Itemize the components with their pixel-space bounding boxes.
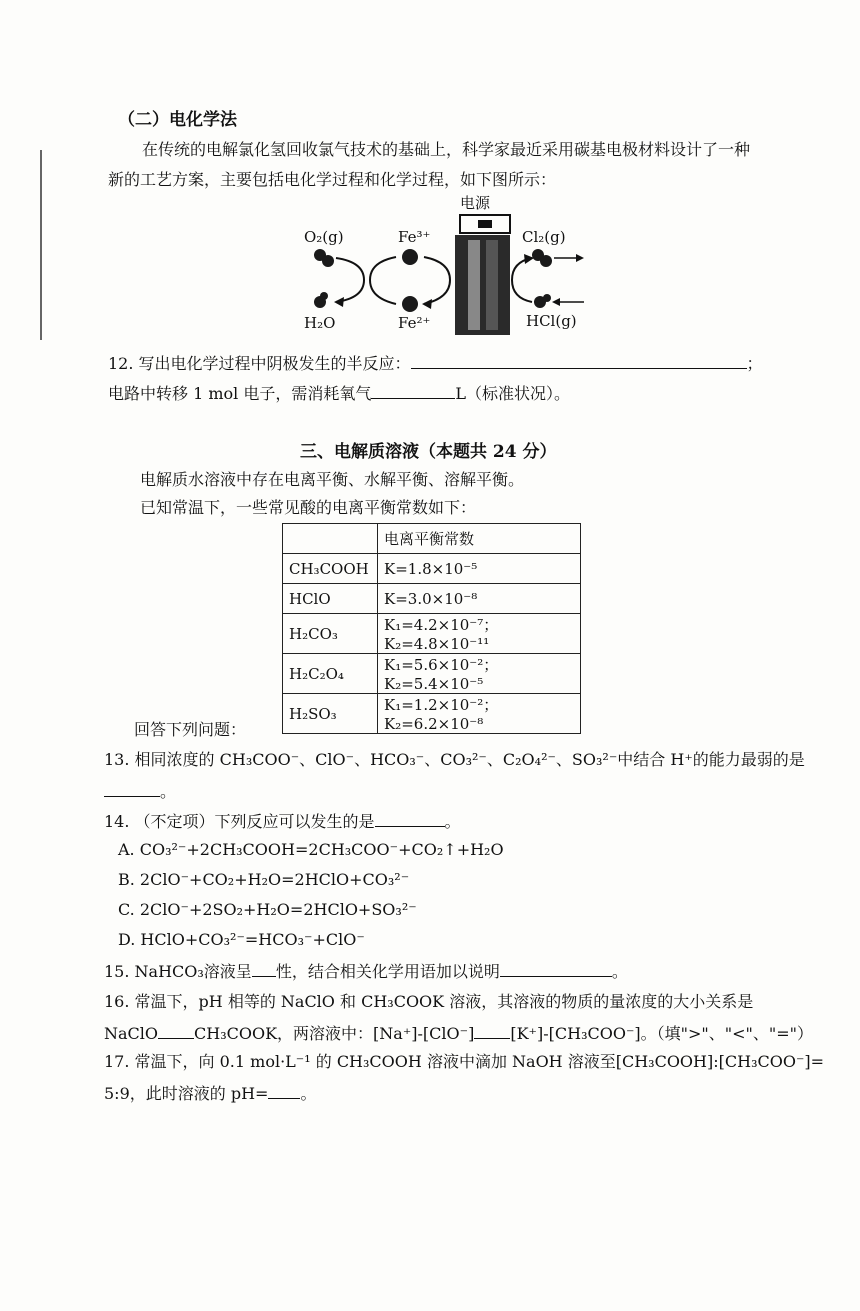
power-source-label: 电源 (460, 194, 491, 212)
q12-answer-blank-2[interactable] (371, 380, 455, 399)
q17-answer-blank[interactable] (268, 1080, 300, 1099)
question-15: 15. NaHCO₃溶液呈 性，结合相关化学用语加以说明 。 (104, 958, 628, 984)
q14-option-a: A. CO₃²⁻+2CH₃COOH=2CH₃COO⁻+CO₂↑+H₂O (118, 840, 504, 859)
intro-line-1: 在传统的电解氯化氢回收氯气技术的基础上，科学家最近采用碳基电极材料设计了一种 (142, 140, 751, 159)
fe3-label: Fe³⁺ (398, 228, 431, 246)
fe3-ion-icon (402, 249, 418, 265)
hcl-label: HCl(g) (526, 312, 577, 330)
table-row: H₂CO₃ K₁=4.2×10⁻⁷；K₂=4.8×10⁻¹¹ (283, 614, 581, 654)
question-16-line-1: 16. 常温下，pH 相等的 NaClO 和 CH₃COOK 溶液，其溶液的物质的量浓度的大小关系是 (104, 992, 754, 1011)
q16-answer-blank-1[interactable] (158, 1020, 194, 1039)
fe2-to-fe3-arrow (370, 257, 396, 304)
margin-rule (40, 150, 42, 340)
hcl-to-cl2-arrow (512, 258, 532, 302)
h2o-label: H₂O (304, 314, 336, 332)
power-source-battery (478, 220, 492, 228)
q14-option-c: C. 2ClO⁻+2SO₂+H₂O=2HClO+SO₃²⁻ (118, 900, 417, 919)
q14-answer-blank[interactable] (375, 808, 445, 827)
answer-prompt: 回答下列问题： (134, 720, 247, 739)
q14-option-b: B. 2ClO⁻+CO₂+H₂O=2HClO+CO₃²⁻ (118, 870, 410, 889)
section-title-electrochemistry: （二）电化学法 (118, 110, 237, 130)
question-13-line-1: 13. 相同浓度的 CH₃COO⁻、ClO⁻、HCO₃⁻、CO₃²⁻、C₂O₄²⁻、SO₃²⁻中结合 H⁺的能力最弱的是 (104, 750, 805, 769)
intro-line-2: 新的工艺方案，主要包括电化学过程和化学过程，如下图所示： (108, 170, 557, 189)
fe2-label: Fe²⁺ (398, 314, 431, 332)
section-title-electrolyte: 三、电解质溶液（本题共 24 分） (300, 442, 557, 462)
cl2-label: Cl₂(g) (522, 228, 566, 246)
o2-to-h2o-arrow (336, 258, 364, 302)
table-row: H₂SO₃ K₁=1.2×10⁻²；K₂=6.2×10⁻⁸ (283, 694, 581, 734)
electrolyzer-cell (455, 235, 510, 335)
question-14-stem: 14. （不定项）下列反应可以发生的是 。 (104, 808, 461, 834)
electrode-right (486, 240, 498, 330)
q12-answer-blank-1[interactable] (411, 350, 747, 369)
ionization-constant-table (282, 523, 581, 734)
electrochemical-process-diagram (300, 190, 590, 340)
question-12-line-1: 12. 写出电化学过程中阴极发生的半反应： ； (108, 350, 763, 376)
fe3-to-fe2-arrow (424, 257, 450, 304)
table-header-row: 电离平衡常数 (283, 524, 581, 554)
question-13-line-2: 。 (104, 778, 176, 804)
question-12-line-2: 电路中转移 1 mol 电子，需消耗氧气 L（标准状况）。 (108, 380, 570, 406)
section3-line-2: 已知常温下，一些常见酸的电离平衡常数如下： (140, 498, 477, 517)
electrode-left (468, 240, 480, 330)
q14-option-d: D. HClO+CO₃²⁻=HCO₃⁻+ClO⁻ (118, 930, 365, 949)
table-row: H₂C₂O₄ K₁=5.6×10⁻²；K₂=5.4×10⁻⁵ (283, 654, 581, 694)
q13-answer-blank[interactable] (104, 778, 160, 797)
table-row: HClO K=3.0×10⁻⁸ (283, 584, 581, 614)
o2-label: O₂(g) (304, 228, 344, 246)
q15-answer-blank-1[interactable] (252, 958, 276, 977)
section3-line-1: 电解质水溶液中存在电离平衡、水解平衡、溶解平衡。 (140, 470, 525, 489)
question-17-line-1: 17. 常温下，向 0.1 mol·L⁻¹ 的 CH₃COOH 溶液中滴加 NaOH 溶液至[CH₃COOH]:[CH₃COO⁻]= (104, 1052, 825, 1071)
question-16-line-2: NaClO CH₃COOK，两溶液中：[Na⁺]-[ClO⁻] [K⁺]-[CH₃COO⁻]。（填">"、"<"、"="） (104, 1020, 813, 1046)
question-17-line-2: 5:9，此时溶液的 pH= 。 (104, 1080, 316, 1106)
q15-answer-blank-2[interactable] (500, 958, 612, 977)
q16-answer-blank-2[interactable] (474, 1020, 510, 1039)
fe2-ion-icon (402, 296, 418, 312)
table-row: CH₃COOH K=1.8×10⁻⁵ (283, 554, 581, 584)
